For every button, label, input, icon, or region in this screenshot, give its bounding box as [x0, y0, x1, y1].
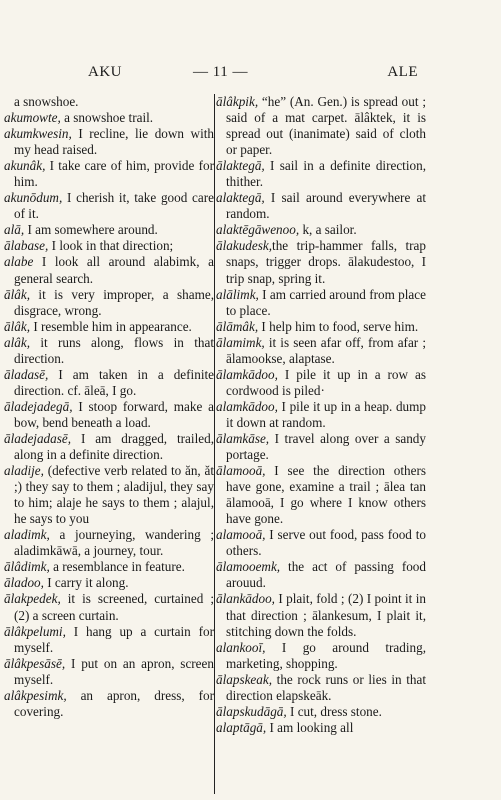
- entry-definition: I carry it along.: [43, 575, 129, 591]
- entry-headword: āladasē,: [4, 366, 49, 382]
- entry-headword: akunōdum,: [4, 190, 63, 206]
- entry-headword: ālâkpelumi,: [4, 623, 66, 639]
- entry-definition: I serve out food, pass food to others.: [226, 527, 426, 559]
- dictionary-entry: [4, 319, 214, 335]
- entry-definition: k, a sailor.: [299, 222, 357, 238]
- entry-headword: āladoo,: [4, 575, 44, 591]
- entry-definition: a resemblance in feature.: [49, 559, 185, 575]
- entry-headword: ālapskudāgā,: [216, 703, 287, 719]
- entry-definition: it is very improper, a shame, disgrace, wrong.: [14, 286, 214, 318]
- dictionary-entry: [4, 575, 214, 591]
- dictionary-entry: [216, 640, 426, 672]
- dictionary-entry: [4, 158, 214, 190]
- entry-definition: I am carried around from place to place.: [226, 286, 426, 318]
- dictionary-entry: [216, 335, 426, 367]
- column-divider: [214, 94, 215, 794]
- dictionary-entry: [216, 431, 426, 463]
- entry-definition: the trip-hammer falls, trap snaps, trigger drops. ālakudestoo, I trip snap, spring it.: [226, 238, 426, 286]
- dictionary-entry: [4, 238, 214, 254]
- entry-headword: alankooī,: [216, 639, 266, 655]
- entry-headword: alaktegā,: [216, 190, 265, 206]
- entry-definition: I cut, dress stone.: [286, 703, 382, 719]
- entry-definition: it runs along, flows in that direction.: [14, 334, 214, 366]
- dictionary-entry: [4, 399, 214, 431]
- entry-headword: ālâk,: [4, 286, 31, 302]
- dictionary-entry: [216, 287, 426, 319]
- dictionary-entry: [4, 656, 214, 688]
- entry-definition: I am taken in a definite direction. cf. āleā, I go.: [14, 366, 214, 398]
- entry-headword: alâkpesimk,: [4, 687, 67, 703]
- dictionary-entry: [216, 463, 426, 527]
- dictionary-entry: [4, 222, 214, 238]
- dictionary-entry: [4, 190, 214, 222]
- dictionary-entry: [4, 254, 214, 286]
- header-right-guideword: ALE: [387, 64, 418, 80]
- entry-headword: ālakpedek,: [4, 591, 61, 607]
- entry-headword: akumowte,: [4, 110, 61, 126]
- left-column: [4, 94, 214, 720]
- entry-definition: I look all around alabimk, a general search.: [14, 254, 214, 286]
- entry-definition: I plait, fold ; (2) I point it in that direction ; ālankesum, I plait it, stitching down the folds.: [226, 591, 426, 639]
- entry-definition: I hang up a curtain for myself.: [14, 623, 214, 655]
- entry-headword: ālapskeak,: [216, 671, 273, 687]
- dictionary-entry: [216, 559, 426, 591]
- entry-headword: alâk,: [4, 334, 31, 350]
- dictionary-entry: [216, 527, 426, 559]
- entry-headword: akunâk,: [4, 158, 46, 174]
- dictionary-entry: [4, 559, 214, 575]
- entry-definition: a snowshoe.: [14, 94, 79, 109]
- dictionary-entry: [4, 591, 214, 623]
- entry-headword: alā,: [4, 222, 25, 238]
- header-left-guideword: AKU: [88, 64, 122, 80]
- entry-headword: ālâkpesāsē,: [4, 655, 66, 671]
- entry-definition: “he” (An. Gen.) is spread out ; said of a mat carpet. ālâktek, it is spread out (inanimate) said of cloth or paper.: [226, 94, 426, 158]
- dictionary-entry: [4, 335, 214, 367]
- dictionary-entry: [4, 94, 214, 110]
- dictionary-entry: [216, 319, 426, 335]
- entry-headword: alabe: [4, 254, 34, 270]
- entry-definition: I am somewhere around.: [24, 222, 158, 238]
- entry-headword: ālaktegā,: [216, 158, 265, 174]
- right-column: [216, 94, 426, 736]
- dictionary-entry: [4, 463, 214, 527]
- entry-definition: it is seen afar off, from afar ; ālamookse, alaptase.: [226, 334, 426, 366]
- dictionary-entry: [4, 367, 214, 399]
- entry-headword: alaktēgāwenoo,: [216, 222, 300, 238]
- entry-headword: ālabase,: [4, 238, 49, 254]
- dictionary-entry: [4, 624, 214, 656]
- entry-definition: I pile it up in a heap. dump it down at random.: [226, 398, 426, 430]
- entry-definition: I go around trading, marketing, shopping.: [226, 639, 426, 671]
- entry-headword: alamooā,: [216, 527, 266, 543]
- entry-headword: ālâk,: [4, 318, 31, 334]
- entry-headword: ālakudesk,: [216, 238, 273, 254]
- entry-definition: (defective verb related to ăn, ăt ;) they say to them ; aladijul, they say to him; alaje he says to them ; alajul, he says to you: [14, 463, 214, 527]
- dictionary-entry: [216, 238, 426, 286]
- entry-definition: I sail around everywhere at random.: [226, 190, 426, 222]
- entry-definition: I put on an apron, screen myself.: [14, 655, 214, 687]
- entry-definition: I sail in a definite direction, thither.: [226, 158, 426, 190]
- entry-headword: akumkwesin,: [4, 126, 72, 142]
- entry-definition: I look in that direction;: [48, 238, 174, 254]
- dictionary-entry: [216, 94, 426, 158]
- dictionary-entry: [216, 367, 426, 399]
- dictionary-entry: [216, 399, 426, 431]
- dictionary-entry: [4, 431, 214, 463]
- entry-definition: I am looking all: [266, 719, 354, 735]
- page-number: — 11 —: [193, 64, 248, 80]
- running-header: [88, 64, 418, 84]
- entry-definition: I resemble him in appearance.: [30, 318, 192, 334]
- entry-headword: ālamkādoo,: [216, 366, 278, 382]
- entry-definition: the rock runs or lies in that direction elapskeāk.: [226, 671, 426, 703]
- entry-definition: I stoop forward, make a bow, bend beneath a load.: [14, 398, 214, 430]
- entry-headword: ālamkāse,: [216, 430, 270, 446]
- entry-headword: aladimk,: [4, 527, 50, 543]
- entry-headword: āladejadegā,: [4, 398, 73, 414]
- entry-headword: alamkādoo,: [216, 398, 278, 414]
- dictionary-entry: [216, 704, 426, 720]
- entry-headword: aladije,: [4, 463, 44, 479]
- dictionary-entry: [216, 222, 426, 238]
- dictionary-entry: [4, 688, 214, 720]
- dictionary-entry: [4, 110, 214, 126]
- entry-headword: ālāmâk,: [216, 318, 259, 334]
- entry-headword: alaptāgā,: [216, 719, 267, 735]
- dictionary-entry: [216, 591, 426, 639]
- dictionary-entry: [216, 720, 426, 736]
- entry-definition: an apron, dress, for covering.: [14, 687, 214, 719]
- entry-headword: ālamooemk,: [216, 559, 281, 575]
- entry-definition: I help him to food, serve him.: [258, 318, 419, 334]
- entry-headword: ālâdimk,: [4, 559, 50, 575]
- entry-definition: a journeying, wandering ; aladimkāwā, a journey, tour.: [14, 527, 214, 559]
- entry-headword: ālankādoo,: [216, 591, 275, 607]
- dictionary-entry: [4, 527, 214, 559]
- entry-headword: alālimk,: [216, 286, 259, 302]
- dictionary-entry: [4, 287, 214, 319]
- entry-definition: I travel along over a sandy portage.: [226, 430, 426, 463]
- entry-definition: I take care of him, provide for him.: [14, 158, 214, 190]
- entry-headword: ālamooā,: [216, 463, 266, 479]
- entry-definition: I cherish it, take good care of it.: [14, 190, 214, 222]
- entry-definition: a snowshoe trail.: [60, 110, 154, 126]
- entry-definition: I see the direction others have gone, examine a trail ; ālea tan ālamooā, I go where I know others have gone.: [226, 463, 426, 527]
- entry-definition: I recline, lie down with my head raised.: [14, 126, 214, 158]
- dictionary-entry: [4, 126, 214, 158]
- dictionary-entry: [216, 158, 426, 190]
- entry-headword: ālamimk,: [216, 334, 265, 350]
- dictionary-entry: [216, 672, 426, 704]
- entry-definition: the act of passing food arouud.: [226, 559, 426, 591]
- dictionary-entry: [216, 190, 426, 222]
- entry-definition: I am dragged, trailed, along in a definite direction.: [14, 430, 214, 463]
- entry-definition: I pile it up in a row as cordwood is piled·: [226, 366, 426, 398]
- entry-headword: ālâkpik,: [216, 94, 259, 109]
- entry-headword: āladejadasē,: [4, 430, 72, 446]
- entry-definition: it is screened, curtained ; (2) a screen curtain.: [14, 591, 214, 623]
